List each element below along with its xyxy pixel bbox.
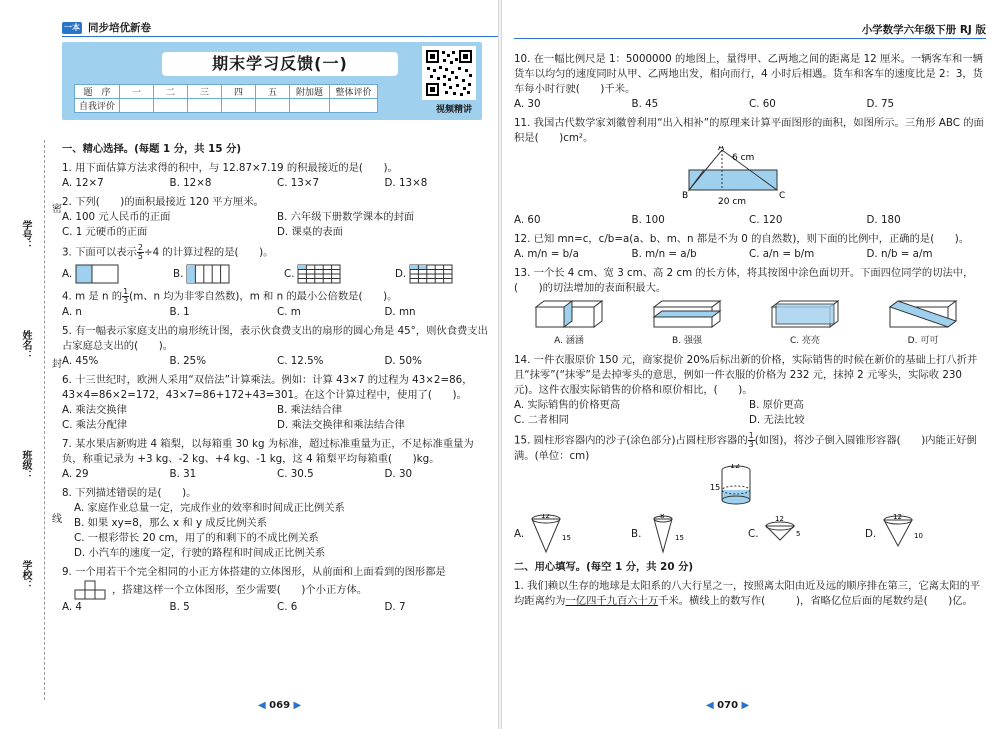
- question-5: [62, 324, 492, 369]
- stem-text: ÷4 的计算过程的是( )。: [143, 246, 274, 259]
- binding-label-class: 班级：: [20, 450, 31, 480]
- binding-word: 线: [52, 514, 62, 525]
- label-a: A: [718, 146, 725, 153]
- question-4: [62, 288, 492, 320]
- cuboid-figure: [888, 299, 958, 329]
- option-c[interactable]: C. 30.5: [277, 468, 314, 480]
- question-stem: 5. 有一幅表示家庭支出的扇形统计图，表示伙食费支出的扇形的圆心角是 45°，则伙食费支出占家庭总支出的( )。: [62, 325, 488, 352]
- score-input-cell[interactable]: [188, 99, 222, 113]
- question-13: [514, 266, 984, 349]
- label-20cm: 20 cm: [718, 197, 747, 207]
- options: [62, 264, 492, 284]
- options: [514, 299, 984, 349]
- option-d[interactable]: D. 小汽车的速度一定，行驶的路程和时间成正比例关系: [74, 547, 326, 559]
- grid-figure: [186, 264, 230, 284]
- option-d[interactable]: D. 180: [866, 214, 901, 226]
- stem-text: (如图)，将沙子倒入圆锥形容器( )内能正好倒满。(单位：cm): [514, 434, 977, 462]
- score-cell: 五: [256, 85, 290, 99]
- option-a[interactable]: [62, 264, 159, 284]
- option-a[interactable]: [514, 514, 631, 554]
- option-c[interactable]: C. 12.5%: [277, 355, 324, 367]
- stem-text: 1. 我们赖以生存的地球是太阳系的八大行星之一，按照离太阳由近及远的顺序排在第三，它离太阳的平均距离约为: [514, 580, 981, 607]
- option-c[interactable]: [284, 264, 381, 284]
- title-banner: [62, 42, 482, 120]
- header-rule: [514, 38, 986, 39]
- option-d[interactable]: [395, 264, 492, 284]
- option-c[interactable]: C. 13×7: [277, 177, 320, 189]
- cylinder-diameter-label: 12: [730, 464, 741, 470]
- cone-height: 15: [562, 534, 572, 542]
- question-6: [62, 373, 492, 433]
- label-b: B: [682, 191, 689, 201]
- cone-height: 10: [914, 532, 924, 540]
- option-c[interactable]: C. 乘法分配律: [62, 419, 128, 431]
- option-b[interactable]: [173, 264, 270, 284]
- question-14: [514, 353, 984, 428]
- option-label: D.: [865, 527, 877, 540]
- label-6cm: 6 cm: [732, 153, 755, 163]
- cylinder-figure: [514, 464, 984, 506]
- option-a[interactable]: A. 60: [514, 214, 541, 226]
- denominator: 3: [123, 296, 129, 305]
- option-d[interactable]: [868, 299, 978, 349]
- option-a[interactable]: A. 12×7: [62, 177, 104, 189]
- score-table-header-row: [75, 85, 378, 99]
- numerator: 1: [748, 431, 754, 440]
- question-12: [514, 232, 984, 262]
- option-label: B.: [173, 267, 184, 280]
- option-b[interactable]: [632, 299, 742, 349]
- cylinder-height-label: 15: [710, 483, 721, 492]
- score-cell: 二: [154, 85, 188, 99]
- denominator: 3: [748, 440, 754, 449]
- question-11: [514, 116, 984, 228]
- score-cell: 四: [222, 85, 256, 99]
- view-figure: [74, 580, 110, 600]
- options: [62, 354, 492, 369]
- options: [514, 514, 984, 554]
- question-7: [62, 437, 492, 482]
- question-stem: 1. 用下面估算方法求得的积中，与 12.87×7.19 的积最接近的是( )。: [62, 162, 398, 174]
- score-input-cell[interactable]: [120, 99, 154, 113]
- qr-caption: 视频精讲: [435, 105, 472, 115]
- binding-word: 密: [52, 204, 62, 215]
- section-heading: 二、用心填写。(每空 1 分，共 20 分): [514, 561, 694, 573]
- option-c[interactable]: C. 120: [749, 214, 783, 226]
- stem-text: 4. m 是 n 的: [62, 290, 123, 303]
- cone-height: 15: [675, 534, 685, 542]
- option-c[interactable]: C. 6: [277, 601, 298, 613]
- option-d[interactable]: D. 75: [866, 98, 895, 110]
- option-label: D. 可可: [907, 336, 939, 346]
- triangle-figure: [514, 146, 984, 208]
- question-stem: 14. 一件衣服原价 150 元，商家提价 20%后标出新的价格，实际销售的时候在新价的基础上打八折并且“抹零”(“抹零”是去掉零头的意思，例如一件衣服的价格为 232 元，抹掉 2 元零头，实际收 230 元)。这件衣服实际销售的价格和原价相比，( )。: [514, 354, 978, 396]
- option-b[interactable]: B. 原价更高: [749, 399, 804, 411]
- option-a[interactable]: A. 100 元人民币的正面: [62, 211, 171, 223]
- option-d[interactable]: D. 13×8: [384, 177, 428, 189]
- cone-figure: [526, 514, 576, 554]
- cone-figure: [643, 514, 693, 554]
- score-input-cell[interactable]: [222, 99, 256, 113]
- option-c[interactable]: [748, 514, 865, 554]
- option-label: C.: [748, 527, 759, 540]
- question-stem: 11. 我国古代数学家刘徽曾利用“出入相补”的原理来计算平面图形的面积，如图所示。三角形 ABC 的面积是( )cm²。: [514, 117, 984, 144]
- cone-height: 5: [796, 530, 801, 538]
- brand-logo: 一本: [64, 23, 80, 32]
- options: [62, 176, 492, 191]
- cone-diameter: 12: [775, 515, 785, 523]
- grid-figure: [409, 264, 453, 284]
- option-b[interactable]: B. 乘法结合律: [277, 404, 343, 416]
- question-stem: 13. 一个长 4 cm、宽 3 cm、高 2 cm 的长方体，将其按图中涂色面切开。下面四位同学的切法中，( )的切法增加的表面积最大。: [514, 267, 974, 294]
- question-stem: 9. 一个用若干个完全相同的小正方体搭建的立体图形，从前面和上面看到的图形都是: [62, 566, 446, 578]
- score-cell: 整体评价: [330, 85, 378, 99]
- score-cell: 一: [120, 85, 154, 99]
- option-d[interactable]: D. n/b = a/m: [866, 248, 933, 260]
- numerator: 1: [123, 287, 129, 296]
- fraction: [748, 432, 755, 449]
- underlined-number: 一亿四千九百六十万: [565, 595, 659, 607]
- score-input-cell[interactable]: [330, 99, 378, 113]
- option-b[interactable]: B. 六年级下册数学课本的封面: [277, 211, 415, 223]
- score-table-self-row: [75, 99, 378, 113]
- option-a[interactable]: A. m/n = b/a: [514, 248, 579, 260]
- option-label: A.: [514, 527, 525, 540]
- grid-figure: [75, 264, 119, 284]
- option-d[interactable]: [865, 514, 982, 554]
- score-input-cell[interactable]: [256, 99, 290, 113]
- cuboid-figure: [652, 299, 722, 329]
- right-page: [500, 0, 1000, 729]
- score-table: [74, 84, 378, 113]
- question-2: [62, 195, 492, 240]
- page-title: 期末学习反馈(一): [162, 52, 398, 76]
- option-b[interactable]: B. 5: [169, 601, 190, 613]
- question-15: [514, 432, 984, 554]
- score-input-cell[interactable]: [154, 99, 188, 113]
- header-rule: [62, 36, 498, 37]
- question-stem: 12. 已知 mn=c，c/b=a(a、b、m、n 都是不为 0 的自然数)，则下面的比例中，正确的是( )。: [514, 233, 970, 245]
- option-d[interactable]: D. 无法比较: [749, 414, 805, 426]
- stem-text: ，搭建这样一个立体图形，至少需要( )个小正方体。: [112, 583, 368, 596]
- option-a[interactable]: A. n: [62, 306, 82, 318]
- cone-figure: [878, 514, 928, 554]
- option-a[interactable]: A. 45%: [62, 355, 99, 367]
- options: [514, 97, 984, 112]
- score-cell: 题 序: [75, 85, 120, 99]
- cone-diameter: 8: [660, 514, 665, 520]
- option-b[interactable]: B. 12×8: [169, 177, 212, 189]
- option-d[interactable]: D. 课桌的表面: [277, 226, 343, 238]
- option-a[interactable]: A. 30: [514, 98, 541, 110]
- options: [514, 213, 984, 228]
- options: [514, 247, 984, 262]
- option-a[interactable]: A. 29: [62, 468, 89, 480]
- score-cell: 三: [188, 85, 222, 99]
- option-b[interactable]: B. 1: [169, 306, 190, 318]
- cone-figure: [760, 514, 810, 554]
- option-d[interactable]: D. 30: [384, 468, 413, 480]
- option-b[interactable]: B. 100: [631, 214, 665, 226]
- options: [62, 210, 492, 240]
- stem-text: 千米。横线上的数写作( )，省略亿位后面的尾数约是( )亿。: [658, 595, 973, 607]
- question-stem: 7. 某水果店新购进 4 箱梨，以每箱重 30 kg 为标准，超过标准重量为正，不足标准重量为负，称重记录为 +3 kg、-2 kg、+4 kg、-1 kg，这 4 箱梨平均每箱重( )kg。: [62, 438, 474, 465]
- question-stem-line2: [62, 580, 492, 600]
- right-questions: [514, 48, 984, 609]
- cuboid-figure: [534, 299, 604, 329]
- brand: [62, 20, 151, 35]
- brand-name: 同步培优新卷: [88, 22, 151, 34]
- stem-text: 15. 圆柱形容器内的沙子(涂色部分)占圆柱形容器的: [514, 434, 748, 447]
- stem-text: (m、n 均为非零自然数)，m 和 n 的最小公倍数是( )。: [129, 290, 398, 303]
- option-c[interactable]: C. m: [277, 306, 301, 318]
- denominator: 5: [137, 252, 143, 261]
- question-stem: [62, 244, 492, 261]
- options: [514, 398, 984, 428]
- grid-figure: [297, 264, 341, 284]
- question-stem: 6. 十三世纪时，欧洲人采用“双倍法”计算乘法。例如：计算 43×7 的过程为 43×2=86，43×4=86×2=172，43×7=86+172+43=301。在这个计算过程中，使用了( )。: [62, 374, 473, 401]
- option-b[interactable]: B. 45: [631, 98, 659, 110]
- binding-label-school: 学校：: [20, 560, 31, 590]
- option-label: B. 强强: [672, 336, 702, 346]
- option-label: D.: [395, 267, 407, 280]
- option-c[interactable]: C. 60: [749, 98, 776, 110]
- option-b[interactable]: B. 如果 xy=8，那么 x 和 y 成反比例关系: [74, 517, 268, 529]
- binding-word: 封: [52, 359, 62, 370]
- page-number-value: 069: [269, 700, 291, 711]
- option-a[interactable]: A. 4: [62, 601, 82, 613]
- question-stem: [514, 432, 984, 464]
- binding-line: [44, 140, 45, 700]
- cone-diameter: 12: [541, 514, 551, 520]
- cuboid-figure: [770, 299, 840, 329]
- page-number: ◀ 069 ▶: [258, 700, 302, 711]
- stem-text: 3. 下面可以表示: [62, 246, 137, 259]
- score-cell: 附加题: [290, 85, 330, 99]
- binding-margin: [14, 140, 62, 700]
- option-d[interactable]: D. 50%: [384, 355, 422, 367]
- question-stem: 10. 在一幅比例尺是 1：5000000 的地图上，量得甲、乙两地之间的距离是 12 厘米。一辆客车和一辆货车以均匀的速度同时从甲、乙两地出发，相向而行，4 小时后相遇。货车和客车的速度比是 2：3，货车每小时行驶( )千米。: [514, 53, 983, 95]
- option-d[interactable]: D. mn: [384, 306, 416, 318]
- option-b[interactable]: [631, 514, 748, 554]
- question-3: [62, 244, 492, 284]
- options: [62, 403, 492, 433]
- question-stem: [62, 288, 492, 305]
- option-b[interactable]: B. m/n = a/b: [631, 248, 697, 260]
- option-c[interactable]: C. 1 元硬币的正面: [62, 226, 148, 238]
- option-a[interactable]: [514, 299, 624, 349]
- option-label: B.: [631, 527, 642, 540]
- option-label: C. 亮亮: [789, 336, 820, 346]
- cone-diameter: 12: [893, 514, 903, 521]
- score-cell: 自我评价: [75, 99, 120, 113]
- qr-code-icon[interactable]: [422, 46, 476, 100]
- options: [62, 467, 492, 482]
- option-c[interactable]: C. 一根彩带长 20 cm，用了的和剩下的不成比例关系: [74, 532, 319, 544]
- fill-question-1: [514, 579, 984, 609]
- option-a[interactable]: A. 家庭作业总量一定，完成作业的效率和时间成正比例关系: [74, 502, 345, 514]
- numerator: 2: [137, 243, 143, 252]
- left-questions: [62, 140, 492, 615]
- question-10: [514, 52, 984, 112]
- option-a[interactable]: A. 实际销售的价格更高: [514, 399, 621, 411]
- option-b[interactable]: B. 25%: [169, 355, 206, 367]
- binding-label-student-id: 学号：: [20, 220, 31, 250]
- binding-label-name: 姓名：: [20, 330, 31, 360]
- question-stem: 8. 下列描述错误的是( )。: [62, 487, 197, 499]
- page-number-value: 070: [717, 700, 739, 711]
- option-a[interactable]: A. 乘法交换律: [62, 404, 127, 416]
- option-b[interactable]: B. 31: [169, 468, 197, 480]
- option-d[interactable]: D. 乘法交换律和乘法结合律: [277, 419, 405, 431]
- option-d[interactable]: D. 7: [384, 601, 406, 613]
- question-stem: 2. 下列( )的面积最接近 120 平方厘米。: [62, 196, 264, 208]
- page-number: ◀ 070 ▶: [706, 700, 750, 711]
- question-1: [62, 161, 492, 191]
- options: [62, 600, 492, 615]
- options: [62, 305, 492, 320]
- section-heading: 一、精心选择。(每题 1 分，共 15 分): [62, 143, 242, 155]
- question-9: [62, 565, 492, 615]
- fraction: [137, 244, 144, 261]
- option-c[interactable]: [750, 299, 860, 349]
- option-c[interactable]: C. a/n = b/m: [749, 248, 815, 260]
- score-input-cell[interactable]: [290, 99, 330, 113]
- label-c: C: [779, 191, 786, 201]
- option-c[interactable]: C. 二者相同: [514, 414, 569, 426]
- option-label: A.: [62, 267, 73, 280]
- option-label: C.: [284, 267, 295, 280]
- option-label: A. 涵涵: [554, 336, 584, 346]
- question-8: [62, 486, 492, 561]
- book-series-title: 小学数学六年级下册 RJ 版: [861, 24, 986, 36]
